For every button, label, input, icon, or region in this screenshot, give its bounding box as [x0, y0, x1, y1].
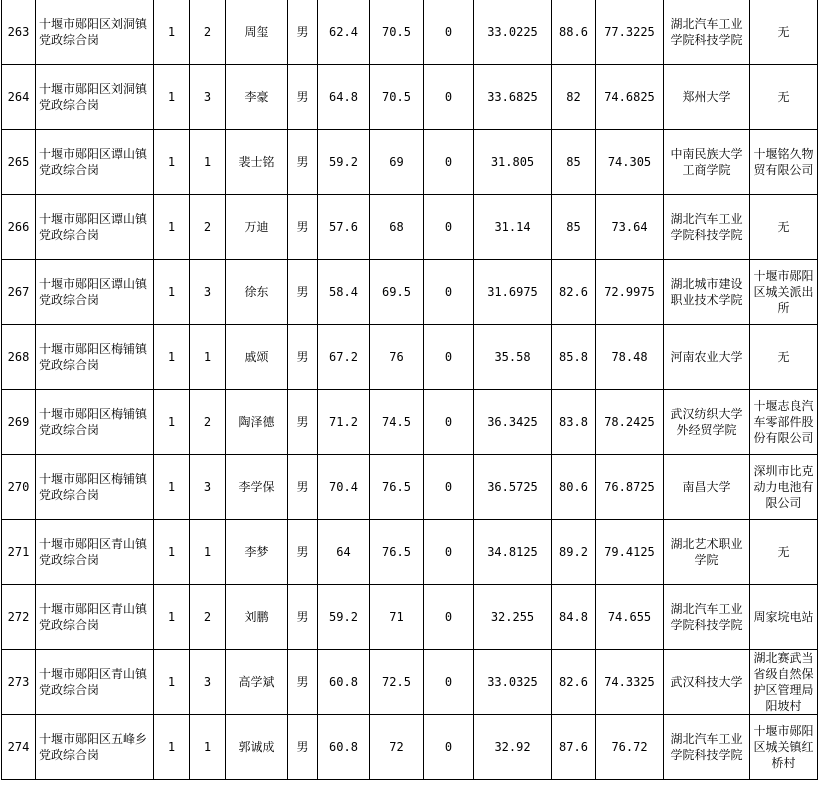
gender-cell: 男 — [288, 715, 318, 780]
interview-score-cell: 76.5 — [370, 455, 424, 520]
total-score-cell: 78.2425 — [596, 390, 664, 455]
interview-score-cell: 71 — [370, 585, 424, 650]
school-cell: 南昌大学 — [664, 455, 750, 520]
weighted-score-cell: 33.0325 — [474, 650, 552, 715]
quota-cell: 1 — [154, 325, 190, 390]
quota-cell: 1 — [154, 65, 190, 130]
gender-cell: 男 — [288, 390, 318, 455]
interview-score-cell: 70.5 — [370, 65, 424, 130]
school-cell: 武汉科技大学 — [664, 650, 750, 715]
position-cell: 十堰市郧阳区谭山镇党政综合岗 — [36, 195, 154, 260]
results-table — [1, 0, 818, 780]
interview-score-cell: 70.5 — [370, 0, 424, 65]
table-row — [2, 455, 818, 520]
total-score-cell: 73.64 — [596, 195, 664, 260]
bonus-cell: 0 — [424, 455, 474, 520]
table-row — [2, 585, 818, 650]
seq-cell: 267 — [2, 260, 36, 325]
gender-cell: 男 — [288, 0, 318, 65]
school-cell: 中南民族大学工商学院 — [664, 130, 750, 195]
school-cell: 河南农业大学 — [664, 325, 750, 390]
rank-cell: 1 — [190, 325, 226, 390]
evaluation-score-cell: 80.6 — [552, 455, 596, 520]
evaluation-score-cell: 82.6 — [552, 650, 596, 715]
weighted-score-cell: 33.6825 — [474, 65, 552, 130]
school-cell: 湖北汽车工业学院科技学院 — [664, 715, 750, 780]
rank-cell: 1 — [190, 715, 226, 780]
evaluation-score-cell: 89.2 — [552, 520, 596, 585]
seq-cell: 273 — [2, 650, 36, 715]
position-cell: 十堰市郧阳区青山镇党政综合岗 — [36, 585, 154, 650]
school-cell: 湖北城市建设职业技术学院 — [664, 260, 750, 325]
gender-cell: 男 — [288, 195, 318, 260]
gender-cell: 男 — [288, 455, 318, 520]
total-score-cell: 74.305 — [596, 130, 664, 195]
total-score-cell: 76.8725 — [596, 455, 664, 520]
interview-score-cell: 72 — [370, 715, 424, 780]
evaluation-score-cell: 83.8 — [552, 390, 596, 455]
name-cell: 裴士铭 — [226, 130, 288, 195]
written-score-cell: 59.2 — [318, 130, 370, 195]
bonus-cell: 0 — [424, 520, 474, 585]
employer-cell: 周家垸电站 — [750, 585, 818, 650]
position-cell: 十堰市郧阳区梅铺镇党政综合岗 — [36, 325, 154, 390]
interview-score-cell: 72.5 — [370, 650, 424, 715]
interview-score-cell: 74.5 — [370, 390, 424, 455]
rank-cell: 3 — [190, 65, 226, 130]
position-cell: 十堰市郧阳区刘洞镇党政综合岗 — [36, 65, 154, 130]
written-score-cell: 60.8 — [318, 715, 370, 780]
seq-cell: 269 — [2, 390, 36, 455]
total-score-cell: 78.48 — [596, 325, 664, 390]
total-score-cell: 72.9975 — [596, 260, 664, 325]
evaluation-score-cell: 88.6 — [552, 0, 596, 65]
weighted-score-cell: 32.255 — [474, 585, 552, 650]
position-cell: 十堰市郧阳区梅铺镇党政综合岗 — [36, 390, 154, 455]
seq-cell: 270 — [2, 455, 36, 520]
quota-cell: 1 — [154, 260, 190, 325]
table-row — [2, 65, 818, 130]
weighted-score-cell: 31.14 — [474, 195, 552, 260]
rank-cell: 2 — [190, 0, 226, 65]
evaluation-score-cell: 85 — [552, 130, 596, 195]
bonus-cell: 0 — [424, 130, 474, 195]
table-row — [2, 195, 818, 260]
employer-cell: 十堰市郧阳区城关派出所 — [750, 260, 818, 325]
weighted-score-cell: 35.58 — [474, 325, 552, 390]
table-row — [2, 0, 818, 65]
gender-cell: 男 — [288, 325, 318, 390]
evaluation-score-cell: 85.8 — [552, 325, 596, 390]
rank-cell: 3 — [190, 455, 226, 520]
employer-cell: 十堰志良汽车零部件股份有限公司 — [750, 390, 818, 455]
seq-cell: 268 — [2, 325, 36, 390]
employer-cell: 无 — [750, 325, 818, 390]
table-row — [2, 260, 818, 325]
written-score-cell: 59.2 — [318, 585, 370, 650]
bonus-cell: 0 — [424, 65, 474, 130]
position-cell: 十堰市郧阳区梅铺镇党政综合岗 — [36, 455, 154, 520]
name-cell: 戚颂 — [226, 325, 288, 390]
interview-score-cell: 69 — [370, 130, 424, 195]
seq-cell: 266 — [2, 195, 36, 260]
weighted-score-cell: 31.6975 — [474, 260, 552, 325]
interview-score-cell: 69.5 — [370, 260, 424, 325]
quota-cell: 1 — [154, 0, 190, 65]
employer-cell: 无 — [750, 0, 818, 65]
table-row — [2, 130, 818, 195]
quota-cell: 1 — [154, 455, 190, 520]
rank-cell: 3 — [190, 260, 226, 325]
quota-cell: 1 — [154, 195, 190, 260]
bonus-cell: 0 — [424, 390, 474, 455]
position-cell: 十堰市郧阳区五峰乡党政综合岗 — [36, 715, 154, 780]
school-cell: 湖北艺术职业学院 — [664, 520, 750, 585]
total-score-cell: 74.655 — [596, 585, 664, 650]
seq-cell: 265 — [2, 130, 36, 195]
bonus-cell: 0 — [424, 195, 474, 260]
weighted-score-cell: 36.5725 — [474, 455, 552, 520]
gender-cell: 男 — [288, 650, 318, 715]
bonus-cell: 0 — [424, 715, 474, 780]
evaluation-score-cell: 82 — [552, 65, 596, 130]
gender-cell: 男 — [288, 585, 318, 650]
name-cell: 万迪 — [226, 195, 288, 260]
total-score-cell: 76.72 — [596, 715, 664, 780]
name-cell: 李豪 — [226, 65, 288, 130]
written-score-cell: 64 — [318, 520, 370, 585]
position-cell: 十堰市郧阳区谭山镇党政综合岗 — [36, 130, 154, 195]
interview-score-cell: 68 — [370, 195, 424, 260]
table-row — [2, 650, 818, 715]
employer-cell: 无 — [750, 195, 818, 260]
interview-score-cell: 76.5 — [370, 520, 424, 585]
school-cell: 武汉纺织大学外经贸学院 — [664, 390, 750, 455]
gender-cell: 男 — [288, 130, 318, 195]
name-cell: 徐东 — [226, 260, 288, 325]
table-row — [2, 715, 818, 780]
rank-cell: 2 — [190, 390, 226, 455]
written-score-cell: 64.8 — [318, 65, 370, 130]
quota-cell: 1 — [154, 130, 190, 195]
gender-cell: 男 — [288, 260, 318, 325]
rank-cell: 3 — [190, 650, 226, 715]
bonus-cell: 0 — [424, 260, 474, 325]
written-score-cell: 71.2 — [318, 390, 370, 455]
bonus-cell: 0 — [424, 0, 474, 65]
gender-cell: 男 — [288, 520, 318, 585]
bonus-cell: 0 — [424, 650, 474, 715]
weighted-score-cell: 32.92 — [474, 715, 552, 780]
table-body — [2, 0, 818, 780]
name-cell: 郭诚成 — [226, 715, 288, 780]
rank-cell: 2 — [190, 585, 226, 650]
written-score-cell: 60.8 — [318, 650, 370, 715]
employer-cell: 无 — [750, 520, 818, 585]
weighted-score-cell: 31.805 — [474, 130, 552, 195]
employer-cell: 湖北赛武当省级自然保护区管理局阳坡村 — [750, 650, 818, 715]
position-cell: 十堰市郧阳区青山镇党政综合岗 — [36, 520, 154, 585]
seq-cell: 263 — [2, 0, 36, 65]
weighted-score-cell: 34.8125 — [474, 520, 552, 585]
evaluation-score-cell: 82.6 — [552, 260, 596, 325]
school-cell: 湖北汽车工业学院科技学院 — [664, 0, 750, 65]
employer-cell: 十堰市郧阳区城关镇红桥村 — [750, 715, 818, 780]
gender-cell: 男 — [288, 65, 318, 130]
name-cell: 陶泽德 — [226, 390, 288, 455]
quota-cell: 1 — [154, 650, 190, 715]
seq-cell: 272 — [2, 585, 36, 650]
school-cell: 郑州大学 — [664, 65, 750, 130]
quota-cell: 1 — [154, 520, 190, 585]
seq-cell: 271 — [2, 520, 36, 585]
employer-cell: 无 — [750, 65, 818, 130]
quota-cell: 1 — [154, 715, 190, 780]
employer-cell: 十堰铭久物贸有限公司 — [750, 130, 818, 195]
interview-score-cell: 76 — [370, 325, 424, 390]
written-score-cell: 62.4 — [318, 0, 370, 65]
name-cell: 高学斌 — [226, 650, 288, 715]
employer-cell: 深圳市比克动力电池有限公司 — [750, 455, 818, 520]
weighted-score-cell: 36.3425 — [474, 390, 552, 455]
position-cell: 十堰市郧阳区谭山镇党政综合岗 — [36, 260, 154, 325]
position-cell: 十堰市郧阳区刘洞镇党政综合岗 — [36, 0, 154, 65]
name-cell: 李梦 — [226, 520, 288, 585]
name-cell: 李学保 — [226, 455, 288, 520]
seq-cell: 274 — [2, 715, 36, 780]
school-cell: 湖北汽车工业学院科技学院 — [664, 195, 750, 260]
written-score-cell: 70.4 — [318, 455, 370, 520]
school-cell: 湖北汽车工业学院科技学院 — [664, 585, 750, 650]
written-score-cell: 67.2 — [318, 325, 370, 390]
evaluation-score-cell: 85 — [552, 195, 596, 260]
rank-cell: 1 — [190, 130, 226, 195]
quota-cell: 1 — [154, 585, 190, 650]
name-cell: 周玺 — [226, 0, 288, 65]
table-row — [2, 325, 818, 390]
bonus-cell: 0 — [424, 585, 474, 650]
table-row — [2, 520, 818, 585]
evaluation-score-cell: 84.8 — [552, 585, 596, 650]
rank-cell: 2 — [190, 195, 226, 260]
rank-cell: 1 — [190, 520, 226, 585]
total-score-cell: 74.3325 — [596, 650, 664, 715]
bonus-cell: 0 — [424, 325, 474, 390]
seq-cell: 264 — [2, 65, 36, 130]
written-score-cell: 58.4 — [318, 260, 370, 325]
evaluation-score-cell: 87.6 — [552, 715, 596, 780]
total-score-cell: 79.4125 — [596, 520, 664, 585]
written-score-cell: 57.6 — [318, 195, 370, 260]
name-cell: 刘鹏 — [226, 585, 288, 650]
total-score-cell: 77.3225 — [596, 0, 664, 65]
position-cell: 十堰市郧阳区青山镇党政综合岗 — [36, 650, 154, 715]
quota-cell: 1 — [154, 390, 190, 455]
weighted-score-cell: 33.0225 — [474, 0, 552, 65]
table-row — [2, 390, 818, 455]
total-score-cell: 74.6825 — [596, 65, 664, 130]
